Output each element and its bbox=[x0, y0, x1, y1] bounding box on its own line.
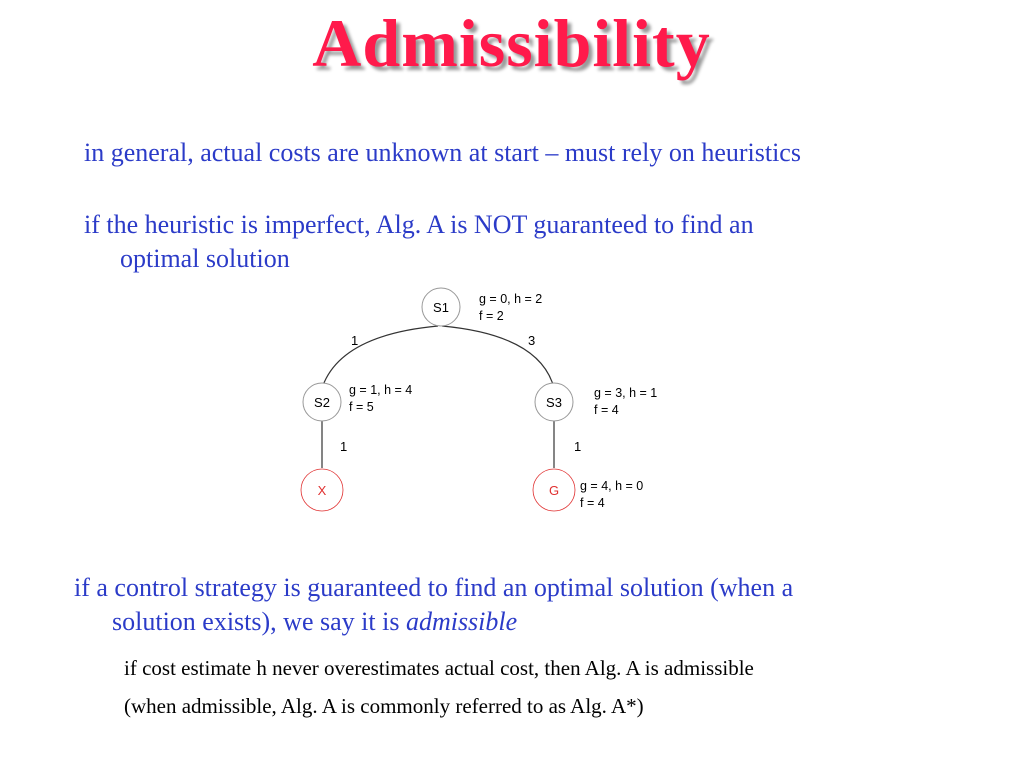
node-s2-info-gh: g = 1, h = 4 bbox=[349, 383, 413, 397]
edge-label-s1-s3: 3 bbox=[528, 333, 536, 348]
node-g-info-gh: g = 4, h = 0 bbox=[580, 479, 644, 493]
node-s3-info-gh: g = 3, h = 1 bbox=[594, 386, 658, 400]
node-s3-label: S3 bbox=[546, 395, 562, 410]
node-x-label: X bbox=[317, 483, 327, 498]
node-g-info-f: f = 4 bbox=[580, 496, 605, 510]
node-s1-info-gh: g = 0, h = 2 bbox=[479, 292, 543, 306]
node-s1-info-f: f = 2 bbox=[479, 309, 504, 323]
sub-bullet-never-overestimates: if cost estimate h never overestimates actual cost, then Alg. A is admissible bbox=[124, 656, 754, 680]
bullet-admissible-definition bbox=[74, 571, 1004, 639]
node-s1-label: S1 bbox=[433, 300, 449, 315]
sub-bullet-a-star: (when admissible, Alg. A is commonly referred to as Alg. A*) bbox=[124, 694, 644, 718]
bullet-admissible-line2 bbox=[74, 605, 1004, 639]
admissible-term: admissible bbox=[405, 607, 518, 636]
edge-s1-s2 bbox=[322, 326, 438, 388]
bullet-admissible-line1: if a control strategy is guaranteed to find an optimal solution (when a bbox=[74, 573, 794, 602]
bullet-imperfect-line1: if the heuristic is imperfect, Alg. A is NOT guaranteed to find an bbox=[84, 210, 754, 239]
bullet-heuristics: in general, actual costs are unknown at start – must rely on heuristics bbox=[84, 138, 801, 167]
edge-label-s3-g: 1 bbox=[574, 439, 582, 454]
node-s3-info-f: f = 4 bbox=[594, 403, 619, 417]
edge-s1-s3 bbox=[442, 326, 554, 388]
edge-label-s1-s2: 1 bbox=[351, 333, 359, 348]
edge-label-s2-x: 1 bbox=[340, 439, 348, 454]
bullet-imperfect-heuristic bbox=[84, 208, 964, 276]
slide-title: Admissibility bbox=[312, 5, 711, 81]
node-s2-label: S2 bbox=[314, 395, 330, 410]
node-s2-info-f: f = 5 bbox=[349, 400, 374, 414]
search-tree-diagram bbox=[0, 280, 1023, 540]
bullet-admissible-line2-text: solution exists), we say it is bbox=[112, 607, 406, 636]
node-g-label: G bbox=[548, 483, 560, 498]
bullet-imperfect-line2: optimal solution bbox=[120, 244, 290, 273]
